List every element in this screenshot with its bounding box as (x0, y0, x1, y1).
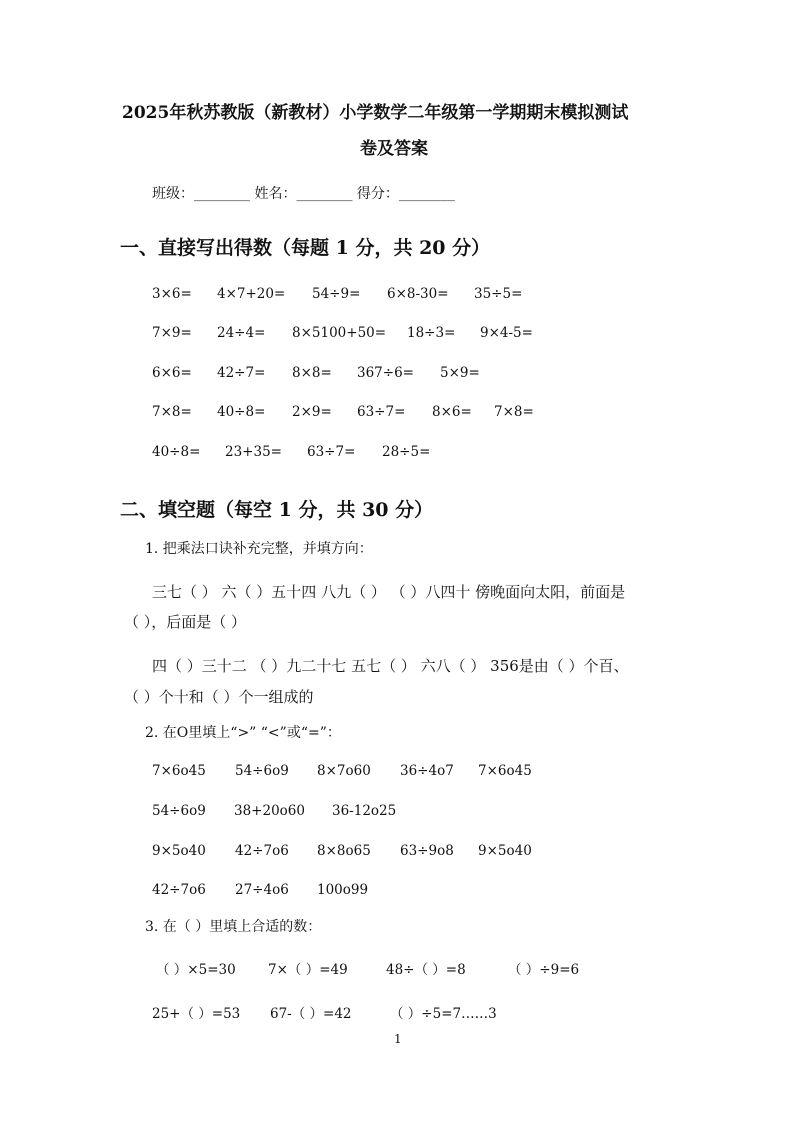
calc-item: 54÷9= (312, 286, 361, 302)
calc-item: 7×9= (152, 325, 192, 341)
compare-item: 9×5o40 (152, 843, 206, 859)
compare-item: 100o99 (317, 882, 369, 898)
compare-item: 7×6o45 (152, 763, 206, 779)
calc-item: 9×4-5= (480, 325, 533, 341)
fill-item: 7×（ ）=49 (268, 962, 348, 978)
calc-item: 367÷6= (357, 365, 414, 381)
compare-item: 27÷4o6 (235, 882, 289, 898)
compare-item: 38+20o60 (234, 803, 305, 819)
fill-item: 25+（ ）=53 (152, 1006, 241, 1022)
calc-item: 23+35= (225, 444, 282, 460)
calc-item: 63÷7= (357, 404, 406, 420)
calc-item: 35÷5= (474, 286, 523, 302)
calc-item: 6×8-30= (387, 286, 449, 302)
fill-item: 48÷（ ）=8 (386, 962, 466, 978)
question1-line: 三七（ ） 六（ ）五十四 八九（ ） （ ）八四十 傍晚面向太阳，前面是 (152, 583, 626, 601)
compare-item: 36÷4o7 (400, 763, 454, 779)
compare-item: 8×8o65 (317, 843, 371, 859)
calc-item: 4×7+20= (217, 286, 286, 302)
section1-heading: 一、直接写出得数（每题 1 分，共 20 分） (120, 237, 491, 259)
compare-item: 36-12o25 (332, 803, 397, 819)
fill-item: （ ）÷9=6 (508, 962, 580, 978)
calc-item: 5×9= (440, 365, 480, 381)
compare-item: 9×5o40 (478, 843, 532, 859)
calc-item: 7×8= (152, 404, 192, 420)
fill-item: （ ）÷5=7……3 (390, 1006, 497, 1022)
calc-item: 6×6= (152, 365, 192, 381)
compare-item: 54÷6o9 (235, 763, 289, 779)
calc-item: 40÷8= (217, 404, 266, 420)
calc-item: 7×8= (494, 404, 534, 420)
question2-label: 2. 在O里填上“>” “<”或“=”： (145, 725, 341, 741)
calc-item: 42÷7= (217, 365, 266, 381)
compare-item: 63÷9o8 (400, 843, 454, 859)
compare-item: 42÷7o6 (235, 843, 289, 859)
calc-item: 18÷3= (407, 325, 456, 341)
calc-item: 8×6= (432, 404, 472, 420)
calc-item: 8×8= (292, 365, 332, 381)
calc-item: 24÷4= (217, 325, 266, 341)
fill-item: 67-（ ）=42 (270, 1006, 352, 1022)
exam-title-line2: 卷及答案 (360, 139, 428, 159)
calc-item: 63÷7= (307, 444, 356, 460)
fill-item: （ ）×5=30 (156, 962, 236, 978)
compare-item: 7×6o45 (478, 763, 532, 779)
page-number: 1 (394, 1032, 402, 1046)
section2-heading: 二、填空题（每空 1 分，共 30 分） (120, 499, 434, 521)
compare-item: 8×7o60 (317, 763, 371, 779)
question1-line: （ ）个十和（ ）个一组成的 (124, 688, 314, 706)
compare-item: 54÷6o9 (152, 803, 206, 819)
question1-label: 1. 把乘法口诀补充完整，并填方向： (145, 541, 373, 557)
compare-item: 42÷7o6 (152, 882, 206, 898)
question3-label: 3. 在（ ）里填上合适的数： (145, 919, 322, 935)
calc-item: 40÷8= (152, 444, 201, 460)
question1-line: 四（ ）三十二 （ ）九二十七 五七（ ） 六八（ ） 356是由（ ）个百、 (152, 657, 629, 675)
calc-item: 2×9= (292, 404, 332, 420)
calc-item: 8×5100+50= (292, 325, 387, 341)
calc-item: 3×6= (152, 286, 192, 302)
exam-title-line1: 2025年秋苏教版（新教材）小学数学二年级第一学期期末模拟测试 (122, 103, 629, 123)
student-info-line: 班级：________ 姓名：________ 得分：________ (152, 186, 455, 202)
question1-line: （ ），后面是（ ） (124, 613, 247, 631)
calc-item: 28÷5= (382, 444, 431, 460)
